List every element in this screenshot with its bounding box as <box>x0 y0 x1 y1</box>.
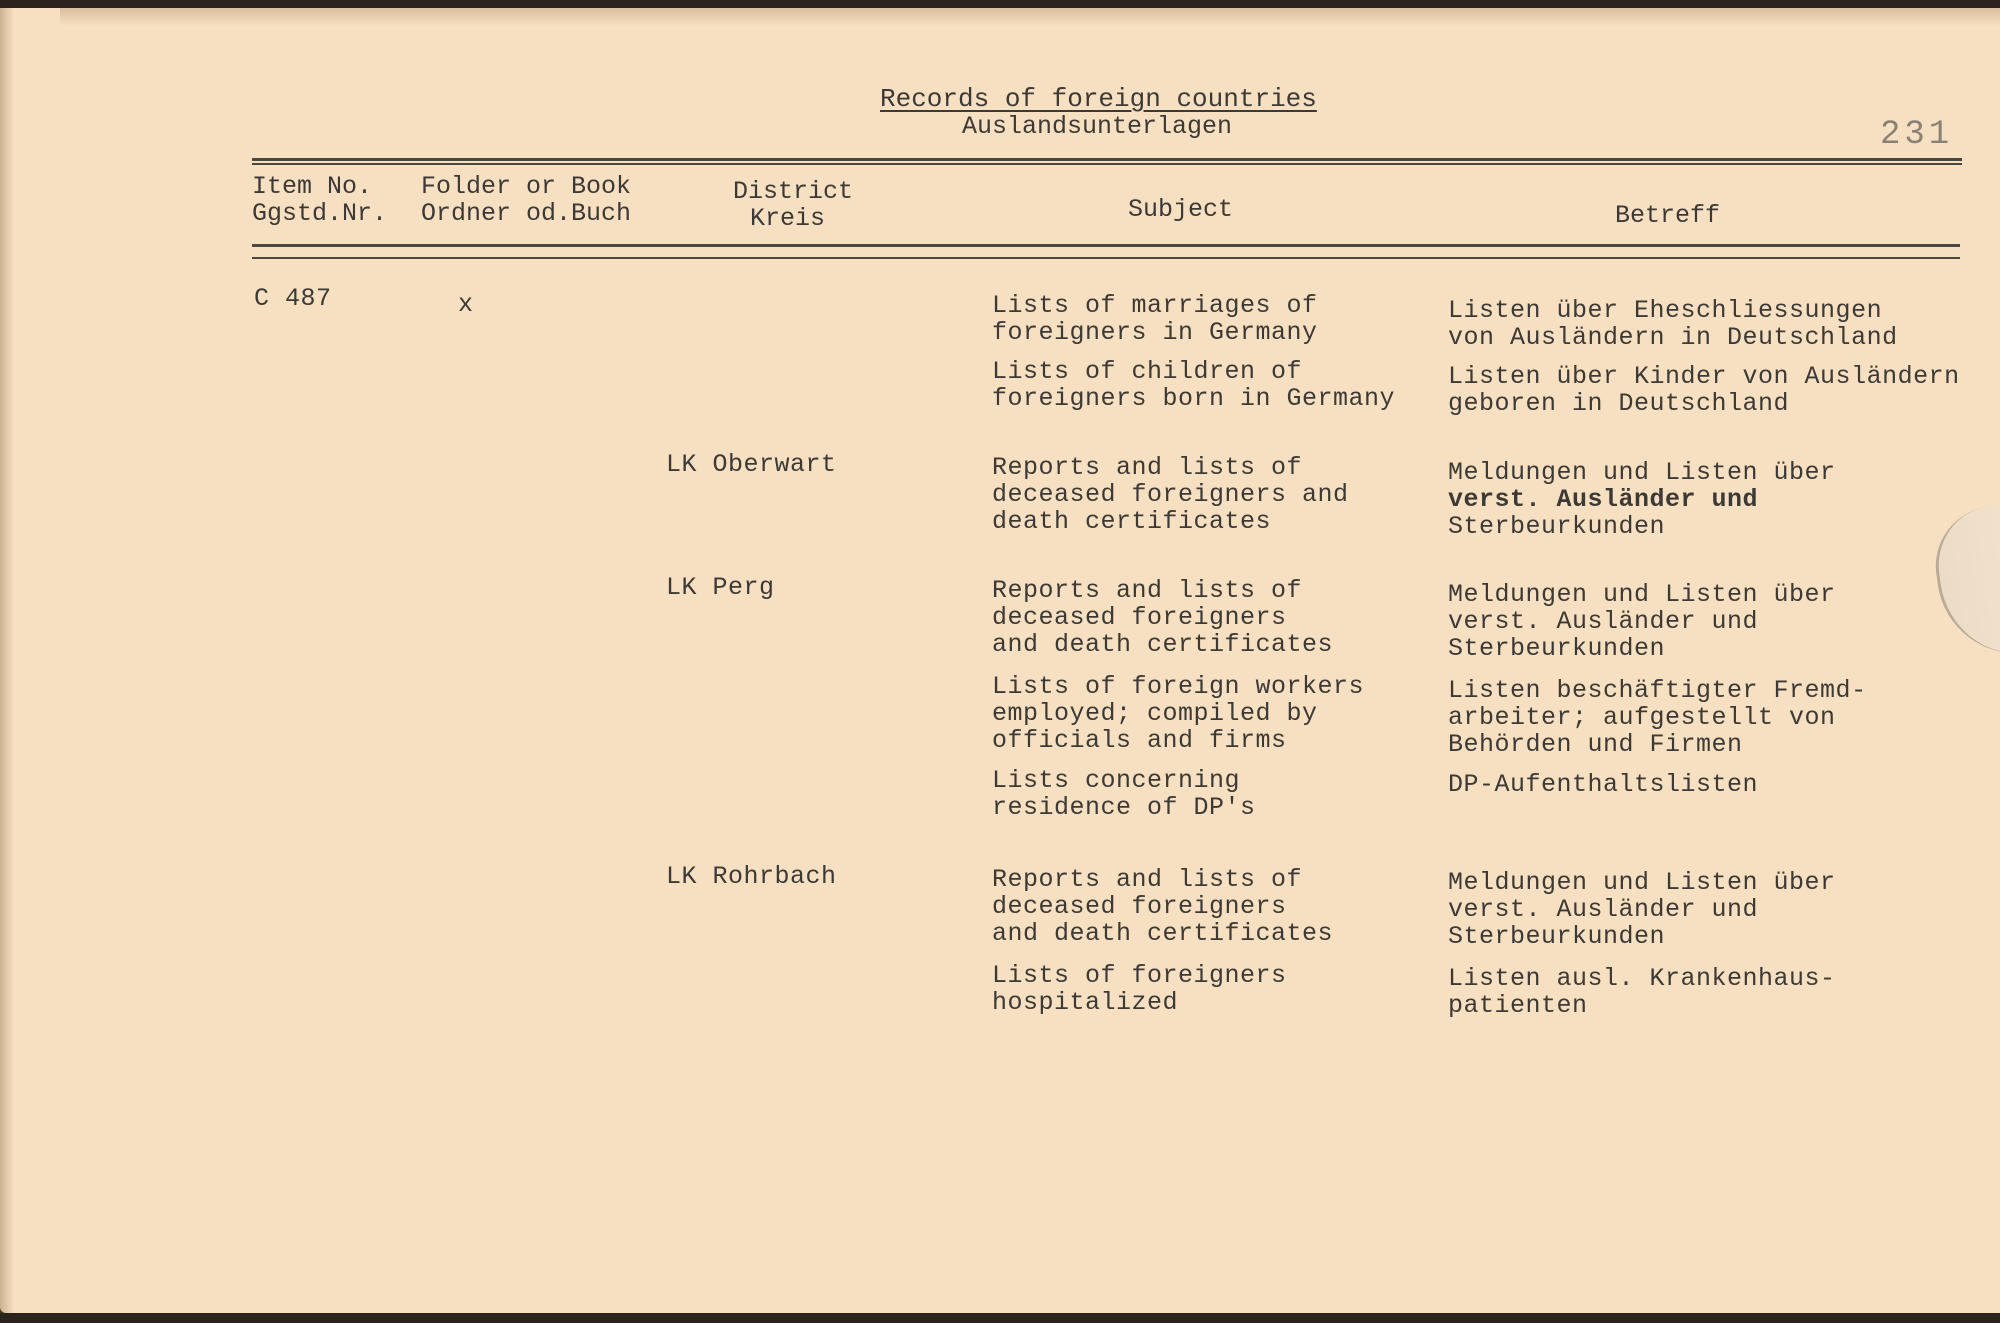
betreff-line: verst. Ausländer und <box>1448 485 1759 514</box>
subject-line: Lists concerning <box>992 766 1241 795</box>
column-header-betreff: Betreff <box>1615 201 1721 230</box>
subject-line: hospitalized <box>992 988 1179 1017</box>
header-bottom-rule <box>252 244 1960 247</box>
betreff-line: Sterbeurkunden <box>1448 922 1666 951</box>
betreff-line: patienten <box>1448 991 1588 1020</box>
subject-line: deceased foreigners and <box>992 480 1349 509</box>
betreff-line: arbeiter; aufgestellt von <box>1448 703 1836 732</box>
betreff-line: verst. Ausländer und <box>1448 607 1759 636</box>
binding-shadow <box>0 8 14 1313</box>
subject-line: Reports and lists of <box>992 453 1303 482</box>
subject-line: Lists of foreign workers <box>992 672 1365 701</box>
subject-line: officials and firms <box>992 726 1287 755</box>
betreff-line: Behörden und Firmen <box>1448 730 1743 759</box>
subject-line: Lists of children of <box>992 357 1303 386</box>
betreff-line: Listen über Kinder von Ausländern <box>1448 362 1960 391</box>
item-number: C 487 <box>254 284 332 313</box>
page-subtitle: Auslandsunterlagen <box>962 112 1233 141</box>
subject-line: Reports and lists of <box>992 576 1303 605</box>
subject-line: deceased foreigners <box>992 603 1287 632</box>
betreff-line: Listen beschäftigter Fremd- <box>1448 676 1867 705</box>
subject-line: and death certificates <box>992 919 1334 948</box>
betreff-line: verst. Ausländer und <box>1448 895 1759 924</box>
column-header-item-en: Item No. <box>252 172 373 201</box>
subject-line: residence of DP's <box>992 793 1256 822</box>
subject-line: Lists of marriages of <box>992 291 1318 320</box>
subject-line: death certificates <box>992 507 1272 536</box>
column-header-item-de: Ggstd.Nr. <box>252 199 388 228</box>
betreff-line: von Ausländern in Deutschland <box>1448 323 1898 352</box>
district-oberwart: LK Oberwart <box>666 450 837 479</box>
subject-line: employed; compiled by <box>992 699 1318 728</box>
subject-line: foreigners in Germany <box>992 318 1318 347</box>
subject-line: deceased foreigners <box>992 892 1287 921</box>
header-top-rule <box>252 158 1962 161</box>
page-title: Records of foreign countries <box>880 84 1317 114</box>
betreff-line: Sterbeurkunden <box>1448 634 1666 663</box>
page-number: 231 <box>1880 116 1954 154</box>
column-header-folder-de: Ordner od.Buch <box>421 199 632 228</box>
betreff-line: DP-Aufenthaltslisten <box>1448 770 1759 799</box>
betreff-line: Sterbeurkunden <box>1448 512 1666 541</box>
betreff-line: geboren in Deutschland <box>1448 389 1790 418</box>
column-header-district-de: Kreis <box>750 204 826 233</box>
folder-mark: x <box>458 290 474 319</box>
betreff-line: Meldungen und Listen über <box>1448 458 1836 487</box>
subject-line: Reports and lists of <box>992 865 1303 894</box>
column-header-subject: Subject <box>1128 195 1234 224</box>
district-rohrbach: LK Rohrbach <box>666 862 837 891</box>
betreff-line: Meldungen und Listen über <box>1448 868 1836 897</box>
header-top-rule-double <box>252 163 1962 165</box>
betreff-line: Listen ausl. Krankenhaus- <box>1448 964 1836 993</box>
column-header-folder-en: Folder or Book <box>421 172 632 201</box>
subject-line: and death certificates <box>992 630 1334 659</box>
subject-line: Lists of foreigners <box>992 961 1287 990</box>
column-header-district-en: District <box>733 177 854 206</box>
header-bottom-rule-double <box>252 257 1960 259</box>
district-perg: LK Perg <box>666 573 775 602</box>
betreff-line: Meldungen und Listen über <box>1448 580 1836 609</box>
subject-line: foreigners born in Germany <box>992 384 1396 413</box>
betreff-line: Listen über Eheschliessungen <box>1448 296 1883 325</box>
page-top-edge <box>60 8 2000 26</box>
